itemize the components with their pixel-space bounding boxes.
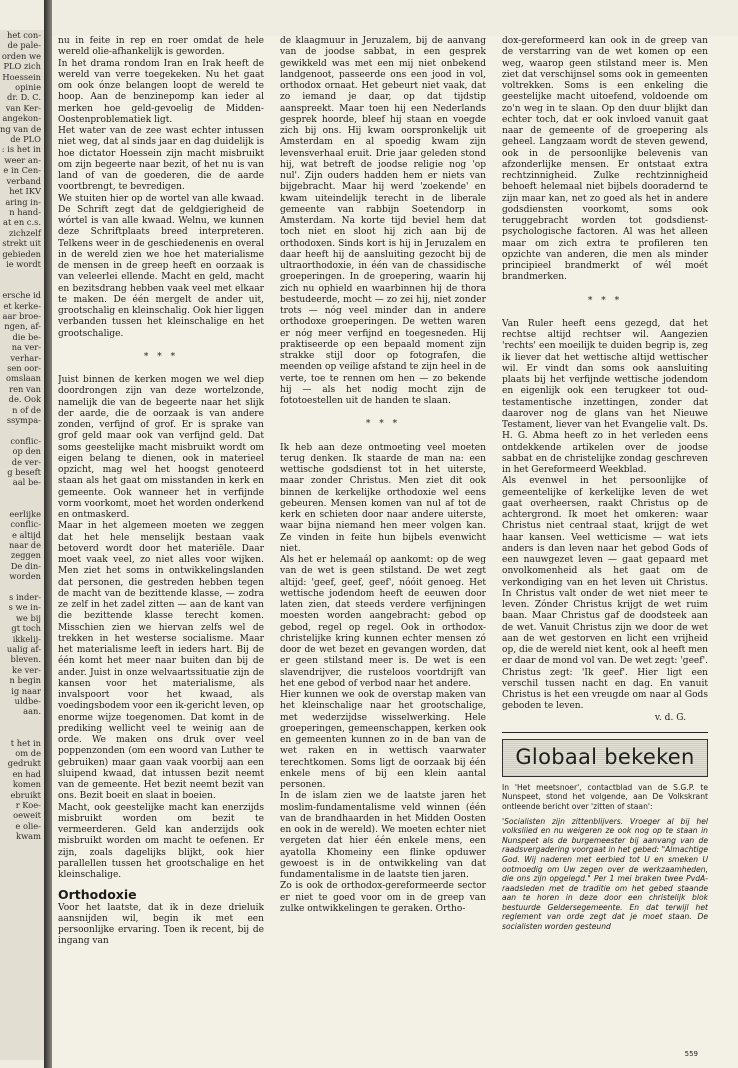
prev-page-text-fragment: conflic- xyxy=(10,435,41,446)
prev-page-text-fragment: omslaan xyxy=(5,373,41,384)
prev-page-text-fragment: orden we xyxy=(1,50,41,61)
prev-page-text-fragment: ig naar xyxy=(11,685,41,696)
prev-page-text-fragment: ualig af- xyxy=(6,643,41,654)
paragraph: In de islam zien we de laatste jaren het moslim-fundamentalisme veld winnen (één van de brandhaarden in het Midden Oosten en ook in de wereld). We moeten echter niet vergeten dat hier één enkele mens, een ayatolla Khomeiny een flinke opduwer gewoest is in de ontwikkeling van dat fundamentalisme in de laatste tien jaren. xyxy=(280,791,486,880)
column-1 xyxy=(58,36,264,1036)
prev-page-text-fragment xyxy=(0,488,44,498)
book-spine xyxy=(44,0,52,1068)
paragraph: Als evenwel in het persoonlijke of gemeentelijke of kerkelijke leven de wet gaat overheersen, raakt Christus op de achtergrond. Ik moet het omkeren: waar Christus niet centraal staat, krijgt de wet haar kansen. Veel wetticisme — wat iets anders is dan leven naar het gebod Gods of een nauwgezet leven — gaat gepaard met onvolkomenheid als het gaat om de verkondiging van en het leven uit Christus. In Christus valt onder de wet niet meer te leven. Zónder Christus krijgt de wet ruim baan. Maar Christus gaf de doodsteek aan de wet. Vanuit Christus zijn we door de wet aan de wet gestorven en licht een vrijheid op, die de wereld niet kent, ook al heeft men er daar de mond vol van. De wet zegt: 'geef'. Christus zegt: 'Ik geef'. Hier ligt een verschil tussen nacht en dag. En vanuit Christus is het een vreugde om naar al Gods geboden te leven. xyxy=(502,476,708,712)
prev-page-text-fragment: t het in xyxy=(10,737,41,748)
col2-body-2 xyxy=(280,443,486,916)
prev-page-text-fragment: sen oor- xyxy=(7,363,41,373)
prev-page-text-fragment: uldbe- xyxy=(14,696,41,706)
prev-page-text-fragment: et kerke- xyxy=(3,300,41,311)
prev-page-text-fragment: r Koe- xyxy=(15,800,41,811)
prev-page-text-fragment: angekon- xyxy=(2,113,41,124)
prev-page-text-fragment: s we in- xyxy=(8,602,41,613)
prev-page-text-fragment: ssympa- xyxy=(6,415,41,426)
prev-page-text-fragment xyxy=(0,269,44,279)
paragraph: Hier kunnen we ook de overstap maken van het kleinschalige naar het grootschalige, met wederzijdse wisselwerking. Hele groeperingen, gemeenschappen, kerken ook en gemeenten kunnen zo in de ban van de wet raken en in wettisch vaarwater terechtkomen. Soms ligt de oorzaak bij één enkele mens of bij een klein aantal personen. xyxy=(280,690,486,790)
paragraph: dox-gereformeerd kan ook in de greep van de verstarring van de wet komen op een weg, waarop geen stilstand meer is. Men ziet dat verschijnsel soms ook in gemeenten voltrekken. Soms is een enkeling die geestelijke macht uitoefend, voldoende om zo'n weg in te slaan. Op den duur blijkt dan echter toch, dat er ook invloed vanuit gaat naar de gemeente of de groepering als geheel. Langzaam wordt de steven gewend, ook in de persoonlijke belevenis van afzonderlijke mensen. Er ontstaat extra rechtzinnigheid. Zulke rechtzinnigheid behoeft helemaal niet bijbels dooradernd te zijn maar kan, net zo goed als het in andere godsdiensten voorkomt, soms ook teruggebracht worden tot godsdienst-psychologische factoren. Al was het alleen maar om zich extra te profileren ten opzichte van anderen, die men als minder principieel brandmerkt of wél moét brandmerken. xyxy=(502,36,708,283)
col3-body xyxy=(502,36,708,284)
prev-page-text-fragment: en had xyxy=(12,768,41,779)
prev-page-text-fragment: gt toch xyxy=(11,623,41,634)
prev-page-text-fragment: PLO zich xyxy=(3,61,41,72)
prev-page-text-fragment xyxy=(0,280,44,290)
paragraph: Macht, ook geestelijke macht kan enerzijds misbruikt worden om bezit te vermeerderen. Geld kan anderzijds ook misbruikt worden om macht te oefenen. Er zijn, zoals dagelijks blijkt, ook hier parallellen tussen het grootschalige en het kleinschalige. xyxy=(58,802,264,880)
prev-page-text-fragment: aring in- xyxy=(5,196,41,207)
prev-page-text-fragment: op den xyxy=(12,446,41,457)
prev-page-text-fragment: e in Cen- xyxy=(3,165,41,176)
prev-page-text-fragment: De din- xyxy=(10,560,41,571)
prev-page-text-fragment: de ver- xyxy=(11,456,41,467)
magazine-page xyxy=(52,36,738,1068)
prev-page-text-fragment: strekt uit xyxy=(2,238,41,249)
paragraph: Van Ruler heeft eens gezegd, dat het rechtse altijd rechtser wil. Aangezien 'rechts' een moeilijk te duiden begrip is, zeg ik liever dat het wettische altijd wettischer wil. Er vindt dan soms ook aansluiting plaats bij het verfijnde wettische jodendom en eigenlijk ook een terugkeer tot oud-testamentische inzettingen, zonder dat daarover nog de glans van het Nieuwe Testament, liever van het Evangelie valt. Ds. H. G. Abma heeft zo in het verleden eens ontdekkende artikelen over de joodse sabbat en de christelijke zondag geschreven in het Gereformeerd Weekblad. xyxy=(502,318,708,475)
prev-page-text-fragment: g beseft xyxy=(7,467,41,478)
prev-page-text-fragment: naar de xyxy=(8,539,41,550)
column-2 xyxy=(280,36,486,1036)
prev-page-text-fragment: e altijd xyxy=(11,529,41,540)
prev-page-text-fragment: die be- xyxy=(12,331,41,342)
prev-page-text-fragment: na ver- xyxy=(11,342,41,353)
divider-rule xyxy=(502,732,708,733)
prev-page-text-fragment: n begin xyxy=(9,675,41,686)
prev-page-text-fragment: ren van xyxy=(9,383,41,394)
prev-page-text-fragment: de. Ook xyxy=(8,394,41,405)
col2-body xyxy=(280,36,486,407)
col1-body-3 xyxy=(58,903,264,948)
prev-page-text-fragment: bleven. xyxy=(10,654,41,665)
prev-page-text-fragment: e olie- xyxy=(15,820,41,831)
prev-page-text-fragment: ng van de xyxy=(0,123,42,134)
prev-page-text-fragment: gebieden xyxy=(2,248,41,259)
prev-page-text-fragment: het IKV xyxy=(9,186,41,197)
prev-page-text-fragment: : is het in xyxy=(1,144,41,155)
prev-page-text-fragment: dr. D. C. xyxy=(7,92,41,103)
globaal-bekeken-title: Globaal bekeken xyxy=(515,745,695,770)
prev-page-text-fragment xyxy=(0,727,44,737)
paragraph: Voor het laatste, dat ik in deze drieluik aansnijden wil, begin ik met een persoonlijke ervaring. Toen ik recent, bij de ingang van xyxy=(58,902,264,947)
prev-page-text-fragment: Hoessein xyxy=(2,71,41,82)
prev-page-text-fragment: weer an- xyxy=(4,154,41,165)
prev-page-text-fragment: ebruikt xyxy=(10,789,41,800)
prev-page-text-fragment: ersche id xyxy=(2,290,41,301)
previous-page-edge xyxy=(0,30,47,1060)
section-divider-stars: * * * xyxy=(587,295,623,306)
col1-body xyxy=(58,36,264,340)
paragraph: In het drama rondom Iran en Irak heeft de wereld van verre toegekeken. Nu het gaat om ook ónze belangen loopt de wereld te hoop. Aan de benzinepomp kan ieder al merken hoe geld-gevoelig de Midden-Oostenproblematiek ligt. xyxy=(58,58,264,125)
column-3 xyxy=(502,36,708,1036)
prev-page-text-fragment: komen xyxy=(12,779,41,790)
prev-page-text-fragment: zichzelf xyxy=(8,227,41,238)
prev-page-text-fragment: verhar- xyxy=(10,352,41,363)
paragraph: Zo is ook de orthodox-gereformeerde sector er niet te goed voor om in de greep van zulke ontwikkelingen te geraken. Ortho- xyxy=(280,881,486,914)
globaal-intro: In 'Het meetsnoer', contactblad van de S.G.P. te Nunspeet, stond het volgende, aan De Volkskrant ontleende bericht over 'zitten of staan': xyxy=(502,782,708,811)
paragraph: Juist binnen de kerken mogen we wel diep doordrongen zijn van deze wortelzonde, namelijk die van de begeerte naar het slijk der aarde, die de oorzaak is van andere zonden, verfijnd of grof. Er is sprake van grof geld maar ook van verfijnd geld. Dat soms geestelijke macht misbruikt wordt om eigen belang te dienen, ook in materieel opzicht, mag wel het hoogst genoteerd staan als het gaat om misstanden in kerk en gemeente. Ook wanneer het in verfijnde vorm voorkomt, moet het worden onderkend en ontmaskerd. xyxy=(58,375,264,520)
author-signature: v. d. G. xyxy=(654,712,686,723)
prev-page-text-fragment: zeggen xyxy=(10,550,41,561)
section-heading-orthodoxie: Orthodoxie xyxy=(58,887,137,903)
prev-page-text-fragment: kwam xyxy=(16,831,41,842)
prev-page-text-fragment: opinie xyxy=(15,82,41,93)
prev-page-text-fragment: s inder- xyxy=(9,591,41,602)
prev-page-text-fragment: conflic- xyxy=(10,519,41,530)
prev-page-text-fragment: ke ver- xyxy=(12,664,41,675)
prev-page-text-fragment: verband xyxy=(6,175,41,186)
prev-page-text-fragment: aal be- xyxy=(12,477,41,488)
prev-page-text-fragment: het con- xyxy=(6,30,41,40)
paragraph: We stuiten hier op de wortel van alle kwaad. De Schrift zegt dat de geldgierigheid de wórtel is van alle kwaad. Welnu, we kunnen deze Schriftplaats breed interpreteren. Telkens weer in de geschiedenenis en overal in de wereld zien we hoe het materialisme de mensen in de greep heeft en oorzaak is van veleerlei ellende. Macht en geld, macht en bezitsdrang hebben vaak veel met elkaar te maken. De één mergelt de ander uit, grootschalig en kleinschalig. Ook hier liggen verbanden tussen het kleinschalige en het grootschalige. xyxy=(58,193,264,339)
prev-page-text-fragment: at en c.s. xyxy=(3,217,41,228)
prev-page-text-fragment: aan. xyxy=(23,706,41,717)
prev-page-text-fragment: oeweit xyxy=(13,810,41,821)
prev-page-text-fragment: om de xyxy=(15,748,41,759)
paragraph: Maar in het algemeen moeten we zeggen dat het hele menselijk bestaan vaak betoverd wordt door het materiële. Daar moet vaak veel, zo niet alles voor wijken. Men ziet het soms in ontwikkelingslanden dat personen, die gestreden hebben tegen de macht van de bezittende klasse, — zodra ze zelf in het zadel zitten — aan de kant van die bezittende klasse terecht komen. Misschien zien we hiervan zelfs wel de trekken in het westerse socialisme. Maar het materialisme leeft in ieders hart. Bij de één komt het meer naar buiten dan bij de ander. Juist in onze welvaartssituatie zijn de kansen voor het materialisme, als invalspoort voor het kwaad, als voedingsbodem voor een ik-gericht leven, op enorme wijze toegenomen. Dat komt in de prediking wellicht veel te weinig aan de orde. We maken ons druk over veel poppenzonden (om een woord van Luther te gebruiken) maar gaan vaak voorbij aan een sluipend kwaad, dat intussen bezit neemt van de gemeente. Het bezit neemt bezit van ons. Bezit boeit en slaat in boeien. xyxy=(58,521,264,802)
prev-page-text-fragment: de PLO xyxy=(10,134,41,145)
prev-page-text-fragment: eerlijke xyxy=(9,508,41,519)
globaal-bekeken-header-box xyxy=(502,739,708,777)
col3-body-2 xyxy=(502,319,708,713)
prev-page-text-fragment: ikkelij- xyxy=(12,633,41,644)
prev-page-text-fragment: we bij xyxy=(15,612,41,623)
paragraph: Als het er helemaál op aankomt: op de weg van de wet is geen stilstand. De wet zegt altijd: 'geef, geef, geef', nóóit genoeg. Het wettische jodendom heeft de eeuwen door laten zien, dat steeds verdere verfijningen moesten worden aangebracht: gebod op gebod, regel op regel. Ook in orthodox-christelijke kring kunnen echter mensen zó door de wet bezet en gevangen worden, dat er geen stilstand meer is. De wet is een slavendrijver, die rusteloos voortdrijft van het ene gebod of verbod naar het andere. xyxy=(280,555,486,689)
prev-page-text-fragment: van Ker- xyxy=(5,102,41,113)
globaal-quote: 'Socialisten zijn zittenblijvers. Vroeger al bij hel volksliied en nu weigeren ze ook nog op te staan in Nunspeet als de burgemeester bij aanvang van de raadsvergadering voorgaat in het gebed: "Almachtige God. Wij naderen met eerbied tot U en smeken U ootmoedig om Uw zegen over de werkzaamheden, die ons zijn opgelegd." Per 1 mei braken twee PvdA-raadsleden met de traditie om het gebed staande aan te horen in deze door een christelijk blok bestuurde Geldersegemeente. En dat terwijl het reglement van orde zegt dat je moet staan. De socialisten worden gesteund xyxy=(502,816,708,932)
prev-page-text-fragment: gedrukt xyxy=(7,758,41,769)
prev-page-text-fragment xyxy=(0,498,44,508)
prev-page-text-fragment: aar broe- xyxy=(2,310,41,321)
page-number: 559 xyxy=(684,1050,698,1058)
paragraph: nu in feite in rep en roer omdat de hele wereld olie-afhankelijk is geworden. xyxy=(58,36,264,58)
paragraph: Het water van de zee wast echter intussen niet weg, dat al sinds jaar en dag duidelijk is hoe dictator Hoessein zijn macht misbruikt om zijn begeerte naar bezit, of het nu is van land of van de goederen, die de aarde voortbrengt, te bevredigen. xyxy=(58,126,264,193)
paragraph: Ik heb aan deze ontmoeting veel moeten terug denken. Ik staarde de man na: een wettische godsdienst tot in het uiterste, maar zonder Christus. Men ziet dit ook binnen de kerkelijke orthodoxie wel eens gebeuren. Mensen komen van nul af tot de kerk en schieten door naar andere uiterste, waar bijna niemand hen meer volgen kan. Ze vinden in feite hun bijbels evenwicht niet. xyxy=(280,442,486,554)
prev-page-text-fragment: ngen, af- xyxy=(4,321,41,332)
prev-page-text-fragment: ie wordt xyxy=(6,258,41,269)
col1-body-2 xyxy=(58,375,264,881)
prev-page-text-fragment: n hand- xyxy=(9,206,41,217)
section-divider-stars: * * * xyxy=(365,419,401,430)
prev-page-text-fragment: worden xyxy=(9,571,41,582)
section-divider-stars: * * * xyxy=(143,351,179,362)
prev-page-text-fragment xyxy=(0,717,44,727)
paragraph: de klaagmuur in Jeruzalem, bij de aanvang van de joodse sabbat, in een gesprek gewikkeld was met een mij niet onbekend landgenoot, passeerde ons een jood in vol, orthodox ornaat. Het gebeurt niet vaak, dat zo iemand je daar, op dat tijdstip aanspreekt. Maar toen hij een Nederlands gesprek hoorde, bleef hij staan en voegde zich bij ons. Hij kwam oorspronkelijk uit Amsterdam en al spoedig kwam zijn levensverhaal eruit. Drie jaar geleden stond hij, wat betreft de joodse religie nog 'op nul'. Zijn ouders hadden hem er niets van bijgebracht. Maar hij werd 'zoekende' en kwam uiteindelijk terecht in de liberale gemeente van rabbijn Soetendorp in Amsterdam. Na korte tijd beviel hem dat toch niet en sloot hij zich aan bij de orthodoxen. Sinds kort is hij in Jeruzalem en daar heeft hij de aansluiting gezocht bij de ultraorthodoxie, in één van de chassidische groeperingen. In de groepering, waarin hij zich nu ophield en waarbinnen hij de thora bestudeerde, mocht — zo zei hij, niet zonder trots — nóg veel minder dan in andere orthodoxe groeperingen. De wetten waren er nóg meer verfijnd en toegesneden. Hij praktiseerde op een bepaald moment zijn strakke stijl door op fotografen, die meenden op veilige afstand te zijn heel in de verte, toe te rennen om hen — zo bekende hij — als het nodig mocht zijn de fototoestellen uit de handen te slaan. xyxy=(280,36,486,406)
prev-page-text-fragment xyxy=(0,425,44,435)
prev-page-text-fragment: de pale- xyxy=(7,40,41,51)
prev-page-text-fragment: n of de xyxy=(12,404,41,415)
prev-page-text-fragment xyxy=(0,582,44,592)
